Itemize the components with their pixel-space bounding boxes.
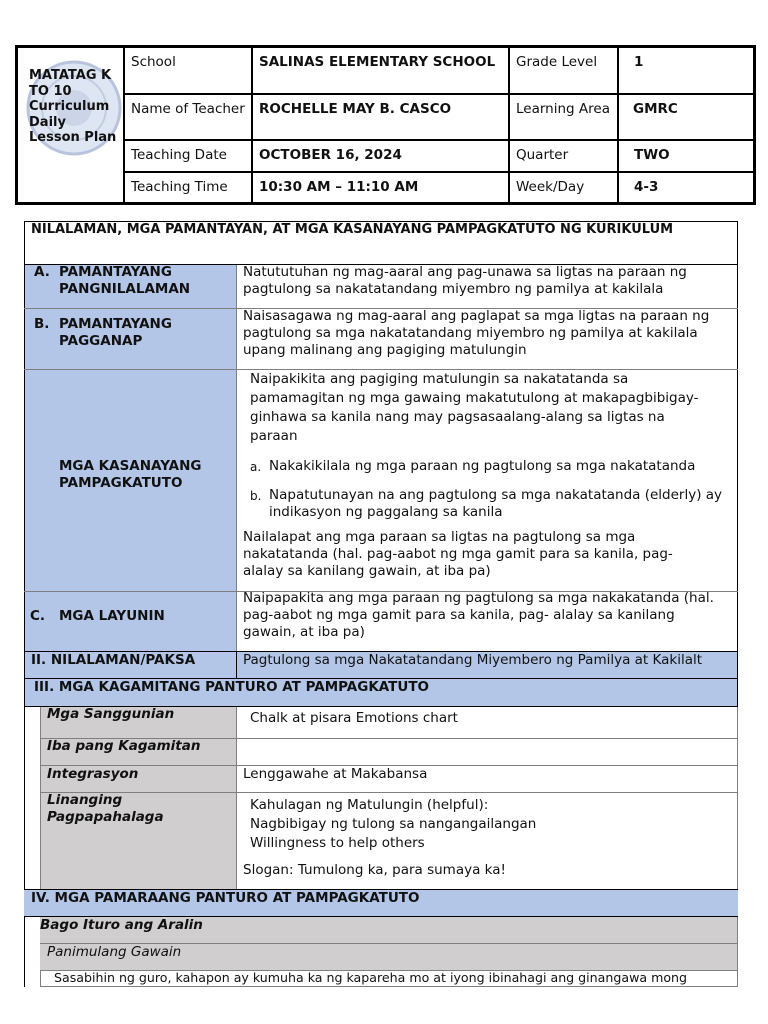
sanggunian-value: Chalk at pisara Emotions chart bbox=[250, 710, 458, 726]
kasanayang-a-marker: a. bbox=[250, 460, 262, 474]
linanging-line-1: Kahulagan ng Matulungin (helpful): bbox=[250, 797, 489, 813]
date-label: Teaching Date bbox=[131, 147, 227, 163]
quarter-value: TWO bbox=[634, 147, 670, 163]
pamantayang-pangnilalaman-text: Natututuhan ng mag-aaral ang pag-unawa sa ligtas na paraan ng pagtulong sa nakatatandang miyembro ng pamilya at kakilala bbox=[243, 264, 687, 297]
grade-value: 1 bbox=[634, 54, 644, 70]
integrasyon-value: Lenggawahe at Makabansa bbox=[243, 766, 428, 782]
iba-pang-kagamitan-label: Iba pang Kagamitan bbox=[47, 738, 201, 754]
linanging-pagpapahalaga-label: Linanging Pagpapahalaga bbox=[47, 792, 164, 825]
marker-a: A. bbox=[34, 264, 50, 280]
logo-title: MATATAG K TO 10 Curriculum Daily Lesson Plan bbox=[29, 68, 117, 145]
section-1-title: NILALAMAN, MGA PAMANTAYAN, AT MGA KASANAYANG PAMPAGKATUTO NG KURIKULUM bbox=[31, 222, 674, 237]
panimulang-gawain-text: Sasabihin ng guro, kahapon ay kumuha ka ng kapareha mo at iyong ibinahagi ang ginangawa mong bbox=[54, 970, 688, 985]
layunin-text: Naipapakita ang mga paraan ng pagtulong sa mga nakakatanda (hal. pag-aabot ng mga gamit para sa kanila, pag- alalay sa kanilang gawain, at iba pa) bbox=[243, 590, 714, 640]
week-value: 4-3 bbox=[634, 179, 659, 195]
area-value: GMRC bbox=[633, 101, 678, 117]
pamantayang-pangnilalaman-label: PAMANTAYANG PANGNILALAMAN bbox=[59, 264, 191, 297]
week-label: Week/Day bbox=[516, 179, 585, 195]
nilalaman-paksa-label: II. NILALAMAN/PAKSA bbox=[31, 652, 196, 668]
slogan: Slogan: Tumulong ka, para sumaya ka! bbox=[243, 862, 506, 878]
kasanayang-label: MGA KASANAYANG PAMPAGKATUTO bbox=[59, 458, 202, 491]
linanging-line-2: Nagbibigay ng tulong sa nangangailangan bbox=[250, 816, 537, 832]
pamantayang-pagganap-label: PAMANTAYANG PAGGANAP bbox=[59, 316, 172, 349]
panimulang-gawain-label: Panimulang Gawain bbox=[47, 944, 182, 960]
kasanayang-outro: Nailalapat ang mga paraan sa ligtas na pagtulong sa mga nakatatanda (hal. pag-aabot ng mga gamit para sa kanila, pag-alalay sa kanilang gawain, at iba pa) bbox=[243, 529, 673, 579]
kasanayang-intro: Naipakikita ang pagiging matulungin sa nakatatanda sa pamamagitan ng mga gawaing makatutulong at makapagbibigay-ginhawa sa kanila nang may pagsasaalang-alang sa ligtas na paraan bbox=[250, 371, 699, 444]
linanging-line-3: Willingness to help others bbox=[250, 835, 425, 851]
school-label: School bbox=[131, 54, 176, 70]
kasanayang-a-text: Nakakikilala ng mga paraan ng pagtulong sa mga nakatatanda bbox=[269, 458, 696, 474]
area-label: Learning Area bbox=[516, 101, 610, 117]
integrasyon-label: Integrasyon bbox=[47, 766, 139, 782]
bago-ituro-label: Bago Ituro ang Aralin bbox=[40, 917, 203, 933]
kasanayang-b-marker: b. bbox=[250, 489, 262, 503]
section-3-title: III. MGA KAGAMITANG PANTURO AT PAMPAGKATUTO bbox=[34, 679, 430, 695]
teacher-label: Name of Teacher bbox=[131, 101, 245, 117]
marker-c: C. bbox=[30, 608, 46, 624]
grade-label: Grade Level bbox=[516, 54, 598, 70]
nilalaman-paksa-text: Pagtulong sa mga Nakatatandang Miyembero ng Pamilya at Kakilalt bbox=[243, 652, 703, 668]
time-value: 10:30 AM – 11:10 AM bbox=[259, 179, 419, 195]
date-value: OCTOBER 16, 2024 bbox=[259, 147, 402, 163]
marker-b: B. bbox=[34, 316, 50, 332]
teacher-value: ROCHELLE MAY B. CASCO bbox=[259, 101, 452, 117]
sanggunian-label: Mga Sanggunian bbox=[47, 706, 175, 722]
layunin-label: MGA LAYUNIN bbox=[59, 608, 165, 624]
school-value: SALINAS ELEMENTARY SCHOOL bbox=[259, 54, 496, 70]
pamantayang-pagganap-text: Naisasagawa ng mag-aaral ang paglapat sa mga ligtas na paraan ng pagtulong sa mga nakatatandang miyembro ng pamilya at kakilala upang malinang ang pagiging matulungin bbox=[243, 308, 710, 358]
kasanayang-b-text: Napatutunayan na ang pagtulong sa mga nakatatanda (elderly) ay indikasyon ng paggalang sa kanila bbox=[269, 487, 723, 520]
time-label: Teaching Time bbox=[131, 179, 228, 195]
section-4-title: IV. MGA PAMARAANG PANTURO AT PAMPAGKATUTO bbox=[31, 890, 420, 906]
quarter-label: Quarter bbox=[516, 147, 569, 163]
